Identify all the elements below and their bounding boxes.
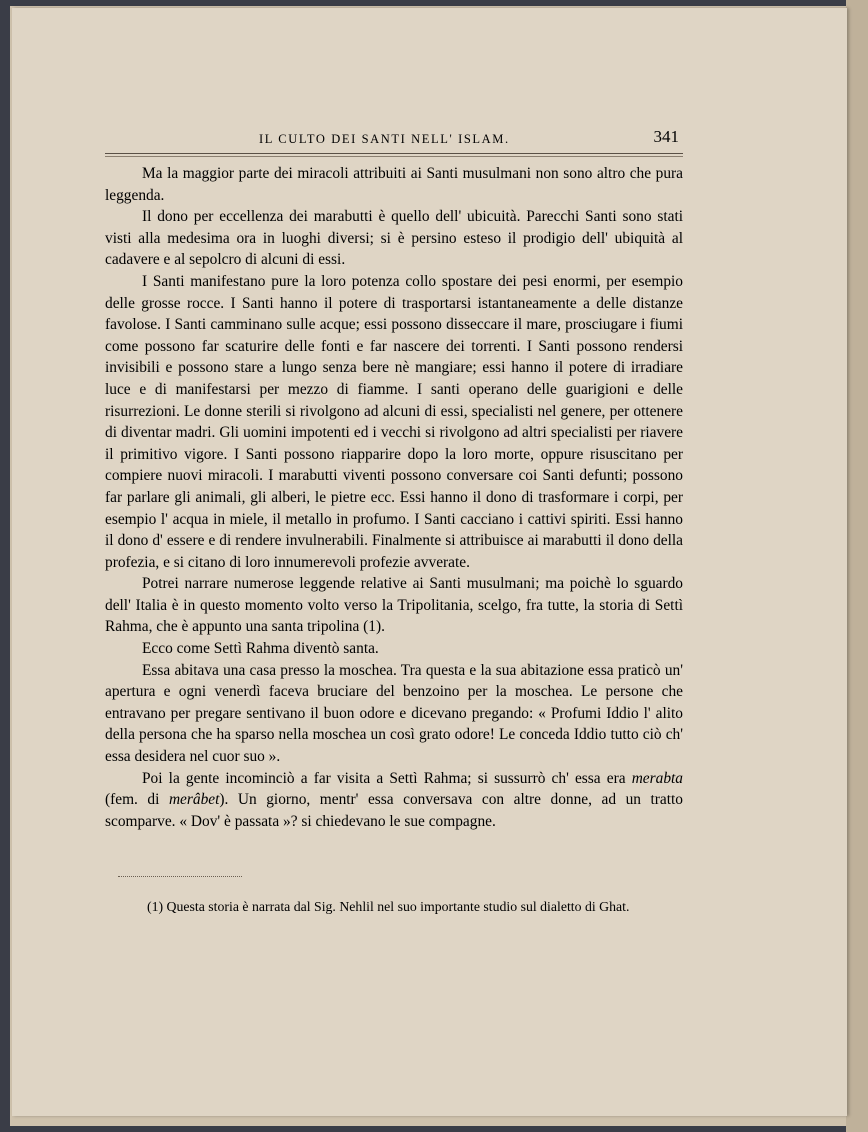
footnote-marker: (1) [147,899,164,914]
footnote-text: Questa storia è narrata dal Sig. Nehlil nel suo importante studio sul dialetto di Ghat. [166,899,630,914]
paragraph-7-text-b: (fem. di [105,791,160,809]
term-merabet: merâbet [168,791,220,809]
running-title: IL CULTO DEI SANTI NELL' ISLAM. [259,132,510,146]
paragraph-7-text-a: Poi la gente incominciò a far visita a Settì Rahma; si sussurrò ch' essa era [142,769,626,787]
paragraph-3: I Santi manifestano pure la loro potenza collo spostare dei pesi enormi, per esempio delle grosse rocce. I Santi hanno il potere di trasportarsi istantaneamente a delle distanze favolose. I Santi camminano sulle acque; essi possono disseccare il mare, prosciugare i fiumi come possono far scaturire delle fonti e far nascere dei torrenti. I Santi possono rendersi invisibili e possono stare a lungo senza bere nè mangiare; essi hanno il potere di irradiare luce e di manifestarsi per mezzo di fiamme. I santi operano delle guarigioni e delle risurrezioni. Le donne sterili si rivolgono ad alcuni di essi, specialisti nel genere, per ottenere di diventar madri. Gli uomini impotenti ed i vecchi si rivolgono ad altri specialisti per riavere il primitivo vigore. I Santi possono riapparire dopo la loro morte, oppure risuscitano per compiere nuovi miracoli. I marabutti viventi possono conversare coi Santi defunti; possono far parlare gli animali, gli alberi, le pietre ecc. Essi hanno il dono di trasformare i corpi, per esempio l' acqua in miele, il metallo in profumo. I Santi cacciano i cattivi spiriti. Essi hanno il dono d' essere e di rendere invulnerabili. Finalmente si attribuisce ai marabutti il dono della profezia, e si citano di loro innumerevoli profezie avverate. [105,272,683,571]
paragraph-5: Ecco come Settì Rahma diventò santa. [142,640,379,658]
footnote [105,897,683,917]
footnote-reference[interactable]: (1). [363,618,385,636]
page-number: 341 [653,127,679,146]
paragraph-2: Il dono per eccellenza dei marabutti è quello dell' ubicuità. Parecchi Santi sono stati visti alla medesima ora in luoghi diversi; si è persino esteso il prodigio dell' ubiquità al cadavere e al sepolcro di alcuni di essi. [105,208,683,269]
paragraph-7 [105,768,683,833]
paragraph-1: Ma la maggior parte dei miracoli attribuiti ai Santi musulmani non sono altro che pura leggenda. [105,165,683,204]
paragraph-4 [105,573,683,638]
term-merabta: merabta [631,769,683,787]
paragraph-7-text-c: ). Un giorno, mentr' essa conversava con altre donne, ad un tratto scomparve. « Dov' è passata »? si chiedevano le sue compagne. [105,791,683,830]
paragraph-6: Essa abitava una casa presso la moschea. Tra questa e la sua abitazione essa praticò un' apertura e ogni venerdì faceva bruciare del benzoino per la moschea. Le persone che entravano per pregare sentivano il buon odore e dicevano pregando: « Profumi Iddio l' alito della persona che ha sparso nella moschea un così grato odore! Le conceda Iddio tutto ciò ch' essa desidera nel cuor suo ». [105,661,683,766]
paragraph-4-text: Potrei narrare numerose leggende relative ai Santi musulmani; ma poichè lo sguardo dell' Italia è in questo momento volto verso la Tripolitania, scelgo, fra tutte, la storia di Settì Rahma, che è appunto una santa tripolina [105,575,683,636]
right-page-edge [846,0,868,1132]
running-header [105,127,683,151]
footnote-1 [105,897,683,917]
footnote-separator [118,876,242,877]
body-text [105,163,683,832]
header-rule [105,153,683,154]
header-rule-thin [105,156,683,157]
